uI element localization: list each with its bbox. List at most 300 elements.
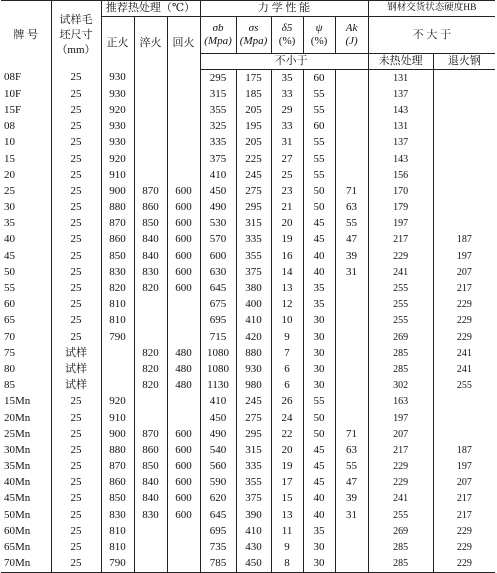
cell-ak <box>335 135 368 151</box>
cell-blank-size: 25 <box>51 426 101 442</box>
table-row <box>1 248 495 264</box>
cell-quench: 870 <box>134 183 167 199</box>
cell-sigma-b: 1080 <box>200 361 236 377</box>
table-row <box>1 200 495 216</box>
cell-sigma-s: 410 <box>236 523 271 539</box>
cell-sigma-b: 600 <box>200 248 236 264</box>
cell-temper: 480 <box>167 378 200 394</box>
cell-ak <box>335 119 368 135</box>
cell-grade: 20 <box>4 168 15 181</box>
header-mechanical: 力 学 性 能 <box>200 1 368 17</box>
cell-sigma-b: 410 <box>200 394 236 410</box>
cell-blank-size: 试样 <box>51 345 101 361</box>
cell-psi: 30 <box>303 361 335 377</box>
cell-psi: 50 <box>303 426 335 442</box>
table-row <box>1 410 495 426</box>
cell-temper: 600 <box>167 459 200 475</box>
cell-quench: 820 <box>134 345 167 361</box>
cell-grade: 35Mn <box>4 460 31 473</box>
cell-psi: 50 <box>303 410 335 426</box>
cell-delta5: 26 <box>271 394 303 410</box>
cell-hb-annealed <box>433 216 495 232</box>
header-blank-size: 试样毛坯尺寸（mm） <box>51 1 101 70</box>
steel-properties-table <box>1 0 495 573</box>
cell-hb-annealed: 217 <box>433 507 495 523</box>
table-row <box>1 523 495 539</box>
cell-normalize: 900 <box>101 426 134 442</box>
cell-sigma-b: 785 <box>200 556 236 573</box>
cell-normalize: 920 <box>101 151 134 167</box>
cell-sigma-s: 355 <box>236 248 271 264</box>
cell-delta5: 20 <box>271 442 303 458</box>
cell-normalize: 790 <box>101 556 134 573</box>
cell-hb-annealed: 241 <box>433 345 495 361</box>
cell-hb-untreated: 163 <box>368 394 433 410</box>
cell-normalize: 880 <box>101 442 134 458</box>
cell-grade: 08 <box>4 120 15 133</box>
cell-delta5: 9 <box>271 539 303 555</box>
table-row <box>1 378 495 394</box>
cell-delta5: 8 <box>271 556 303 573</box>
cell-normalize: 790 <box>101 329 134 345</box>
cell-ak <box>335 102 368 118</box>
cell-grade: 70Mn <box>1 556 51 573</box>
cell-sigma-b: 645 <box>200 507 236 523</box>
cell-hb-annealed <box>433 135 495 151</box>
cell-normalize: 850 <box>101 248 134 264</box>
cell-ak <box>335 378 368 394</box>
cell-grade: 65Mn <box>4 541 31 554</box>
table-row <box>1 297 495 313</box>
cell-hb-annealed: 241 <box>433 361 495 377</box>
cell-quench: 820 <box>134 378 167 394</box>
header-psi: ψ (%) <box>303 17 335 54</box>
cell-sigma-b: 375 <box>200 151 236 167</box>
cell-hb-annealed: 197 <box>433 459 495 475</box>
cell-blank-size: 25 <box>51 507 101 523</box>
cell-delta5: 35 <box>271 70 303 87</box>
table-row <box>1 102 495 118</box>
cell-blank-size: 25 <box>51 475 101 491</box>
cell-hb-untreated: 179 <box>368 200 433 216</box>
cell-delta5: 19 <box>271 232 303 248</box>
cell-hb-annealed <box>433 151 495 167</box>
header-sigma-s: σs (Mpa) <box>236 17 271 54</box>
cell-grade: 45 <box>4 249 15 262</box>
cell-hb-annealed: 229 <box>433 313 495 329</box>
cell-temper: 600 <box>167 232 200 248</box>
cell-ak: 55 <box>335 459 368 475</box>
cell-delta5: 33 <box>271 119 303 135</box>
cell-quench: 830 <box>134 507 167 523</box>
cell-psi: 35 <box>303 297 335 313</box>
cell-grade: 15Mn <box>4 395 31 408</box>
cell-ak <box>335 556 368 573</box>
cell-temper <box>167 167 200 183</box>
header-delta5: δ5 (%) <box>271 17 303 54</box>
cell-blank-size: 25 <box>51 410 101 426</box>
cell-ak <box>335 167 368 183</box>
cell-grade: 30 <box>4 201 15 214</box>
cell-grade: 30Mn <box>4 443 31 456</box>
cell-hb-annealed: 207 <box>433 475 495 491</box>
cell-psi: 45 <box>303 216 335 232</box>
cell-delta5: 11 <box>271 523 303 539</box>
cell-delta5: 31 <box>271 135 303 151</box>
cell-blank-size: 25 <box>51 232 101 248</box>
cell-sigma-s: 420 <box>236 329 271 345</box>
cell-psi: 30 <box>303 329 335 345</box>
cell-quench <box>134 167 167 183</box>
cell-sigma-b: 715 <box>200 329 236 345</box>
cell-psi: 40 <box>303 248 335 264</box>
cell-grade: 50 <box>4 265 15 278</box>
cell-blank-size: 25 <box>51 556 101 573</box>
cell-hb-untreated: 217 <box>368 442 433 458</box>
cell-temper <box>167 70 200 87</box>
cell-blank-size: 25 <box>51 523 101 539</box>
cell-normalize: 830 <box>101 507 134 523</box>
cell-blank-size: 25 <box>51 102 101 118</box>
cell-ak: 31 <box>335 264 368 280</box>
cell-quench <box>134 102 167 118</box>
cell-sigma-b: 675 <box>200 297 236 313</box>
cell-blank-size: 25 <box>51 183 101 199</box>
cell-sigma-b: 540 <box>200 442 236 458</box>
cell-psi: 55 <box>303 102 335 118</box>
cell-ak: 71 <box>335 426 368 442</box>
table-row <box>1 459 495 475</box>
cell-temper <box>167 556 200 573</box>
cell-normalize: 860 <box>101 232 134 248</box>
cell-hb-untreated: 197 <box>368 216 433 232</box>
cell-psi: 50 <box>303 183 335 199</box>
cell-ak <box>335 313 368 329</box>
cell-ak: 31 <box>335 507 368 523</box>
cell-delta5: 13 <box>271 507 303 523</box>
cell-ak <box>335 70 368 87</box>
cell-quench <box>134 410 167 426</box>
cell-grade: 25 <box>4 184 15 197</box>
cell-sigma-b: 450 <box>200 183 236 199</box>
cell-grade: 45Mn <box>4 492 31 505</box>
cell-sigma-b: 335 <box>200 135 236 151</box>
cell-psi: 35 <box>303 523 335 539</box>
cell-blank-size: 25 <box>51 216 101 232</box>
cell-ak <box>335 86 368 102</box>
cell-quench: 840 <box>134 475 167 491</box>
cell-hb-untreated: 137 <box>368 86 433 102</box>
cell-sigma-s: 375 <box>236 264 271 280</box>
cell-ak: 47 <box>335 232 368 248</box>
cell-normalize: 900 <box>101 183 134 199</box>
cell-grade: 40 <box>4 233 15 246</box>
cell-normalize: 920 <box>101 102 134 118</box>
cell-blank-size: 25 <box>51 248 101 264</box>
cell-hb-untreated: 156 <box>368 167 433 183</box>
cell-quench <box>134 119 167 135</box>
cell-ak <box>335 345 368 361</box>
header-normalize: 正火 <box>101 17 134 70</box>
cell-blank-size: 25 <box>51 135 101 151</box>
cell-blank-size: 25 <box>51 442 101 458</box>
table-row <box>1 491 495 507</box>
cell-normalize: 870 <box>101 216 134 232</box>
table-row <box>1 556 495 573</box>
table-row <box>1 361 495 377</box>
cell-sigma-s: 335 <box>236 459 271 475</box>
cell-quench: 860 <box>134 200 167 216</box>
cell-temper <box>167 394 200 410</box>
cell-temper: 600 <box>167 426 200 442</box>
cell-normalize: 910 <box>101 410 134 426</box>
cell-ak <box>335 394 368 410</box>
cell-hb-untreated: 285 <box>368 556 433 573</box>
cell-psi: 60 <box>303 70 335 87</box>
cell-normalize <box>101 361 134 377</box>
table-row <box>1 216 495 232</box>
cell-quench <box>134 86 167 102</box>
cell-ak: 55 <box>335 216 368 232</box>
cell-hb-untreated: 285 <box>368 539 433 555</box>
cell-hb-annealed: 207 <box>433 264 495 280</box>
header-not-less-than: 不小于 <box>200 54 368 70</box>
cell-normalize: 810 <box>101 297 134 313</box>
cell-hb-annealed <box>433 119 495 135</box>
cell-temper <box>167 86 200 102</box>
cell-hb-untreated: 229 <box>368 475 433 491</box>
cell-psi: 30 <box>303 378 335 394</box>
cell-grade: 60Mn <box>4 524 31 537</box>
cell-hb-annealed: 197 <box>433 248 495 264</box>
cell-delta5: 20 <box>271 216 303 232</box>
cell-delta5: 25 <box>271 167 303 183</box>
cell-ak: 63 <box>335 200 368 216</box>
cell-normalize: 830 <box>101 264 134 280</box>
cell-temper: 600 <box>167 475 200 491</box>
cell-normalize: 810 <box>101 313 134 329</box>
cell-grade: 70 <box>4 330 15 343</box>
cell-hb-untreated: 302 <box>368 378 433 394</box>
cell-psi: 40 <box>303 491 335 507</box>
cell-sigma-s: 175 <box>236 70 271 87</box>
cell-quench <box>134 297 167 313</box>
cell-quench <box>134 556 167 573</box>
cell-ak: 39 <box>335 248 368 264</box>
cell-hb-annealed: 229 <box>433 556 495 573</box>
cell-sigma-s: 980 <box>236 378 271 394</box>
cell-normalize: 860 <box>101 475 134 491</box>
table-row <box>1 329 495 345</box>
cell-normalize: 930 <box>101 70 134 87</box>
table-row <box>1 507 495 523</box>
cell-hb-untreated: 131 <box>368 70 433 87</box>
cell-psi: 30 <box>303 345 335 361</box>
cell-sigma-b: 325 <box>200 119 236 135</box>
cell-ak <box>335 361 368 377</box>
cell-temper: 600 <box>167 248 200 264</box>
cell-hb-untreated: 255 <box>368 280 433 296</box>
cell-blank-size: 25 <box>51 151 101 167</box>
cell-sigma-s: 375 <box>236 491 271 507</box>
cell-quench: 830 <box>134 264 167 280</box>
cell-normalize: 930 <box>101 86 134 102</box>
cell-normalize: 850 <box>101 491 134 507</box>
cell-blank-size: 试样 <box>51 378 101 394</box>
cell-sigma-b: 490 <box>200 200 236 216</box>
cell-grade: 50Mn <box>4 508 31 521</box>
header-sigma-b: σb (Mpa) <box>200 17 236 54</box>
cell-delta5: 23 <box>271 183 303 199</box>
cell-psi: 55 <box>303 86 335 102</box>
cell-quench <box>134 523 167 539</box>
cell-delta5: 12 <box>271 297 303 313</box>
cell-blank-size: 25 <box>51 119 101 135</box>
cell-quench: 820 <box>134 361 167 377</box>
cell-sigma-b: 560 <box>200 459 236 475</box>
cell-temper: 600 <box>167 491 200 507</box>
cell-normalize <box>101 378 134 394</box>
cell-temper: 480 <box>167 345 200 361</box>
cell-psi: 40 <box>303 264 335 280</box>
cell-hb-annealed: 229 <box>433 539 495 555</box>
cell-normalize: 820 <box>101 280 134 296</box>
cell-temper: 600 <box>167 280 200 296</box>
cell-quench <box>134 539 167 555</box>
cell-hb-untreated: 229 <box>368 459 433 475</box>
cell-quench <box>134 329 167 345</box>
cell-sigma-s: 245 <box>236 167 271 183</box>
cell-ak <box>335 151 368 167</box>
cell-hb-untreated: 255 <box>368 297 433 313</box>
cell-hb-annealed: 187 <box>433 442 495 458</box>
table-row <box>1 539 495 555</box>
cell-psi: 30 <box>303 539 335 555</box>
cell-delta5: 33 <box>271 86 303 102</box>
cell-delta5: 13 <box>271 280 303 296</box>
cell-sigma-s: 410 <box>236 313 271 329</box>
cell-temper <box>167 329 200 345</box>
cell-psi: 30 <box>303 556 335 573</box>
cell-sigma-s: 295 <box>236 200 271 216</box>
cell-hb-annealed: 229 <box>433 297 495 313</box>
cell-quench: 820 <box>134 280 167 296</box>
cell-hb-untreated: 170 <box>368 183 433 199</box>
cell-sigma-b: 315 <box>200 86 236 102</box>
cell-hb-untreated: 217 <box>368 232 433 248</box>
table-row <box>1 313 495 329</box>
cell-delta5: 10 <box>271 313 303 329</box>
cell-sigma-s: 185 <box>236 86 271 102</box>
cell-temper <box>167 297 200 313</box>
cell-psi: 30 <box>303 313 335 329</box>
cell-blank-size: 25 <box>51 459 101 475</box>
cell-temper <box>167 135 200 151</box>
table-row <box>1 345 495 361</box>
header-hardness: 钢材交货状态硬度HB <box>368 1 495 17</box>
cell-quench: 850 <box>134 216 167 232</box>
cell-psi: 50 <box>303 200 335 216</box>
table-row <box>1 119 495 135</box>
cell-hb-untreated: 255 <box>368 313 433 329</box>
cell-normalize: 910 <box>101 167 134 183</box>
cell-normalize: 930 <box>101 135 134 151</box>
table-row <box>1 394 495 410</box>
header-heat-treatment: 推荐热处理（℃） <box>101 1 200 17</box>
cell-grade: 55 <box>4 282 15 295</box>
cell-hb-annealed <box>433 200 495 216</box>
cell-hb-untreated: 229 <box>368 248 433 264</box>
cell-delta5: 7 <box>271 345 303 361</box>
cell-quench: 860 <box>134 442 167 458</box>
cell-sigma-b: 295 <box>200 70 236 87</box>
cell-normalize: 870 <box>101 459 134 475</box>
cell-normalize: 810 <box>101 539 134 555</box>
cell-sigma-b: 630 <box>200 264 236 280</box>
cell-sigma-b: 735 <box>200 539 236 555</box>
cell-hb-untreated: 197 <box>368 410 433 426</box>
header-quench: 淬火 <box>134 17 167 70</box>
cell-blank-size: 25 <box>51 539 101 555</box>
cell-quench: 840 <box>134 248 167 264</box>
cell-normalize: 930 <box>101 119 134 135</box>
cell-hb-annealed: 217 <box>433 280 495 296</box>
cell-quench: 840 <box>134 232 167 248</box>
header-grade: 牌 号 <box>1 1 51 70</box>
cell-blank-size: 25 <box>51 491 101 507</box>
cell-grade: 15 <box>4 152 15 165</box>
cell-sigma-s: 430 <box>236 539 271 555</box>
cell-quench <box>134 70 167 87</box>
cell-hb-annealed: 187 <box>433 232 495 248</box>
table-row <box>1 426 495 442</box>
cell-hb-untreated: 285 <box>368 361 433 377</box>
cell-hb-untreated: 131 <box>368 119 433 135</box>
cell-hb-untreated: 143 <box>368 151 433 167</box>
cell-psi: 40 <box>303 507 335 523</box>
cell-ak: 39 <box>335 491 368 507</box>
cell-sigma-b: 410 <box>200 167 236 183</box>
cell-hb-annealed <box>433 410 495 426</box>
cell-delta5: 22 <box>271 426 303 442</box>
cell-sigma-s: 400 <box>236 297 271 313</box>
cell-sigma-s: 275 <box>236 183 271 199</box>
cell-sigma-s: 315 <box>236 216 271 232</box>
cell-psi: 55 <box>303 135 335 151</box>
table-body <box>1 70 495 573</box>
cell-psi: 55 <box>303 167 335 183</box>
cell-delta5: 29 <box>271 102 303 118</box>
table-row <box>1 183 495 199</box>
cell-delta5: 15 <box>271 491 303 507</box>
cell-blank-size: 25 <box>51 329 101 345</box>
cell-sigma-s: 450 <box>236 556 271 573</box>
header-annealed: 退火钢 <box>433 54 495 70</box>
cell-psi: 55 <box>303 394 335 410</box>
cell-grade: 20Mn <box>4 411 31 424</box>
cell-grade: 35 <box>4 217 15 230</box>
table-row <box>1 264 495 280</box>
cell-blank-size: 25 <box>51 167 101 183</box>
cell-grade: 85 <box>4 379 15 392</box>
cell-ak <box>335 329 368 345</box>
cell-hb-untreated: 241 <box>368 491 433 507</box>
cell-hb-annealed <box>433 86 495 102</box>
cell-hb-annealed: 229 <box>433 523 495 539</box>
cell-hb-untreated: 269 <box>368 523 433 539</box>
cell-hb-annealed <box>433 167 495 183</box>
cell-hb-untreated: 241 <box>368 264 433 280</box>
